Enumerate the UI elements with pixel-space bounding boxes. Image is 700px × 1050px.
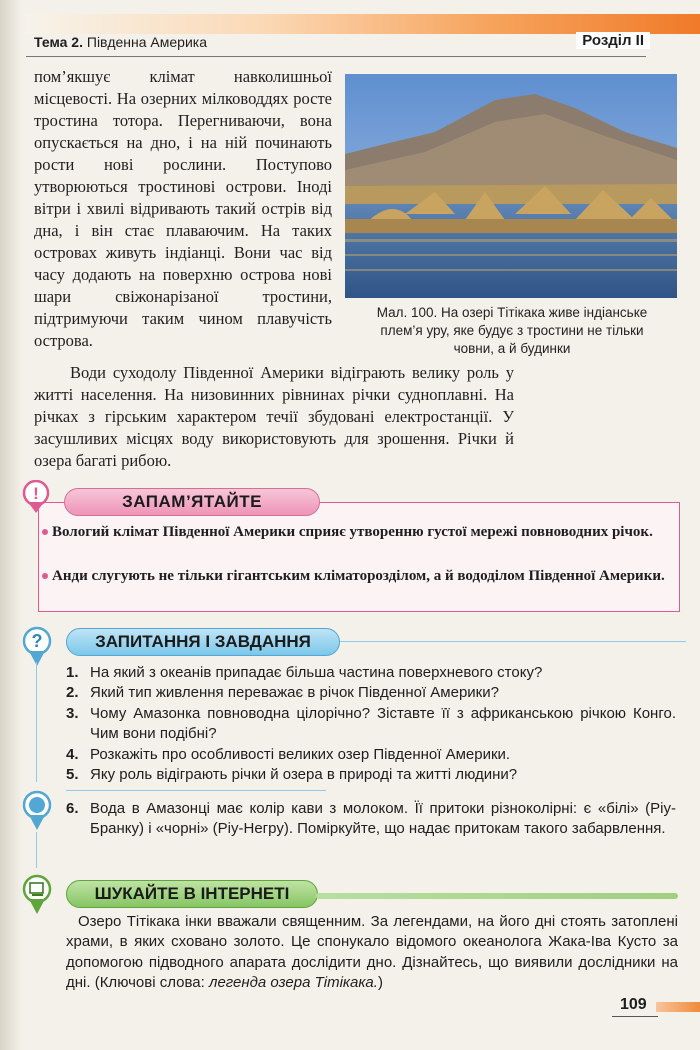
svg-text:!: !: [33, 484, 39, 503]
remember-item-1-text: Вологий клімат Південної Америки сприяє утворенню густої мережі повноводних річок.: [52, 524, 653, 540]
bullet-icon: [42, 573, 48, 579]
caption-line-1: Мал. 100. На озері Тітікака живе індіанське: [376, 305, 648, 320]
question-number: 4.: [66, 745, 79, 763]
internet-body: Озеро Тітікака інки вважали священним. За легендами, на його дні стоять затоплені храми, в яких сховано золото. Це спонукало відомого океанолога Жака-Іва Кусто за допомогою підводного апарата дослідити дно. Дізнайтесь, що виявили дослідники на дні. (Ключові слова:: [66, 913, 678, 992]
topic-name: Південна Америка: [86, 34, 207, 50]
remember-title: ЗАПАМ’ЯТАЙТЕ: [64, 488, 320, 516]
question-mark-icon: [22, 626, 52, 668]
question-number: 1.: [66, 664, 79, 681]
question-item: [66, 704, 676, 745]
task-text: Вода в Амазонці має колір кави з молоком. Її притоки різноколірні: є «білі» (Ріу-Бранку) і «чорні» (Ріу-Негру). Поміркуйте, що надає притокам такого забарвлення.: [90, 800, 676, 838]
computer-icon: [22, 874, 52, 916]
question-text: Розкажіть про особливості великих озер Південної Америки.: [90, 745, 511, 763]
remember-box: [38, 502, 680, 612]
internet-keywords: легенда озера Тітікака.: [208, 974, 378, 992]
questions-list: [66, 663, 676, 785]
question-text: На який з океанів припадає більша частина поверхневого стоку?: [90, 664, 543, 681]
task-6: [66, 799, 676, 840]
question-number: 5.: [66, 766, 79, 784]
lake-titicaca-illustration: [345, 74, 677, 298]
header-gradient-bar: [26, 14, 700, 34]
task6-rule: [66, 790, 326, 791]
body-paragraph-1: пом’якшує клімат навколишньої місцевості. На озерних мілководдях росте тростина тотора. Перегниваючи, вона опускається на дно, і на ній починають рости нові рослини. Поступово утворюються тростинові острови. Іноді вітри і хвилі відривають такий острів від дна, і він стає плаваючим. На таких островах живуть індіанці. Вони час від часу додають на поверхню острова нові шари свіжонарізаної тростини, підтримуючи таким чином плавучість острова.: [34, 67, 332, 350]
page-number: 109: [620, 996, 647, 1013]
remember-item-2-text: Анди слугують не тільки гігантським кліматорозділом, а й вододілом Південної Америки.: [52, 568, 665, 584]
question-number: 3.: [66, 704, 79, 722]
page-gutter-shadow: [0, 0, 22, 1050]
footer-gradient-bar: [656, 1002, 700, 1012]
task6-vertical-rule: [36, 832, 37, 868]
lake-titicaca-photo: [345, 74, 677, 298]
internet-text: [66, 912, 678, 994]
question-number: 2.: [66, 684, 79, 702]
internet-title: ШУКАЙТЕ В ІНТЕРНЕТІ: [66, 880, 318, 908]
bullet-icon: [42, 529, 48, 535]
internet-rule: [316, 893, 678, 899]
exclamation-icon: [22, 480, 50, 514]
question-item: [66, 765, 676, 785]
task-number: 6.: [66, 800, 79, 817]
header-rule: [26, 56, 646, 57]
topic-label: Тема 2.: [34, 34, 83, 50]
pin-icon: [22, 790, 52, 832]
internet-closing: ): [377, 974, 383, 992]
question-item: [66, 683, 676, 703]
svg-text:?: ?: [31, 631, 43, 651]
questions-vertical-rule: [36, 662, 37, 782]
figure-caption: [348, 304, 676, 358]
questions-title: ЗАПИТАННЯ І ЗАВДАННЯ: [66, 628, 340, 656]
footer-rule: [612, 1016, 658, 1017]
question-item: [66, 663, 676, 683]
body-paragraph-2: Води суходолу Південної Америки відіграють велику роль у житті населення. На низовинних рівнинах річки судноплавні. На річках з гірським характером течії збудовані електростанції. У засушливих місцях воду використовують для зрошення. Річки й озера багаті рибою.: [34, 363, 514, 470]
question-item: [66, 745, 676, 765]
question-text: Чому Амазонка повноводна цілорічно? Зіставте її з африканською річкою Конго. Чим вони подібні?: [90, 704, 676, 743]
remember-item: [52, 566, 670, 586]
remember-item: [52, 522, 670, 542]
question-text: Яку роль відіграють річки й озера в природі та житті людини?: [90, 766, 518, 784]
header-topic: [34, 34, 207, 50]
caption-line-2: плем’я уру, яке будує з тростини не тільки: [380, 323, 644, 338]
caption-line-3: човни, а й будинки: [453, 341, 571, 356]
question-text: Який тип живлення переважає в річок Південної Америки?: [90, 684, 499, 702]
section-label: Розділ II: [576, 32, 650, 49]
